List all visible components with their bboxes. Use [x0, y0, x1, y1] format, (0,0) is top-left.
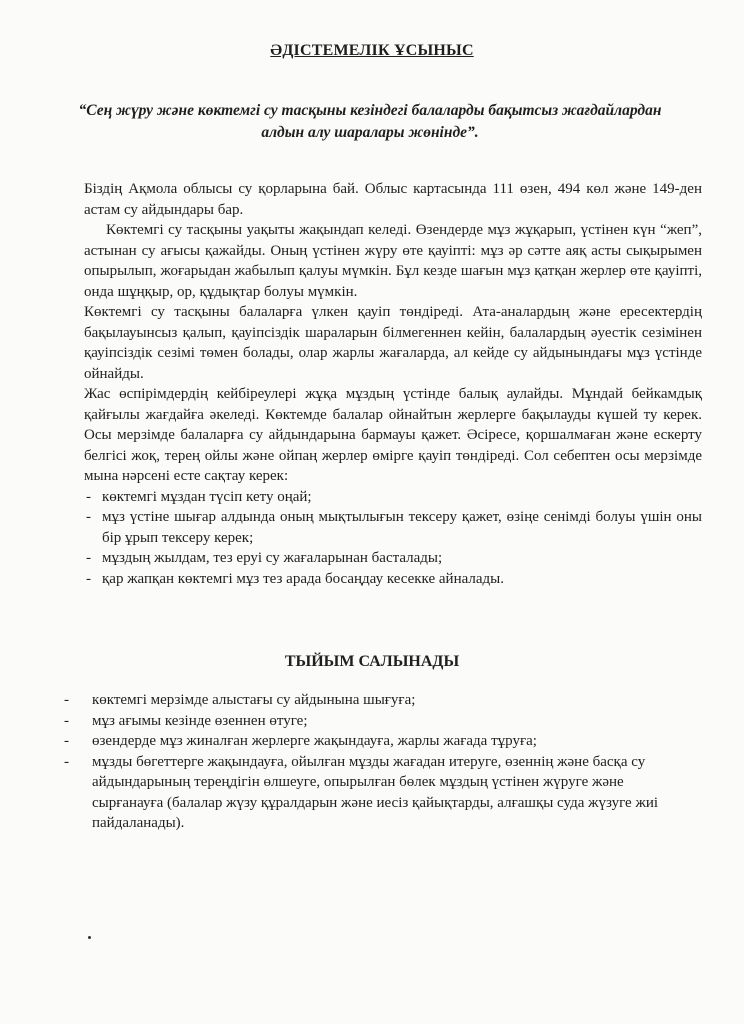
main-text: [84, 179, 702, 589]
list-item: - мұз ағымы кезінде өзеннен өтуге;: [64, 711, 676, 732]
paragraph-flood-time: Көктемгі су тасқыны уақыты жақындап келеді. Өзендерде мұз жұқарып, үстінен күн “жеп”, астынан су ағысы қажайды. Оның үстінен жүру өте қауіпті: мұз әр сәтте аяқ асты сықырымен опырылып, жоғарыдан жабылып қалуы мүмкін. Бұл кезде шағын мұз қатқан жерлер өте қауіпті, онда шұңқыр, ор, құдықтар болуы мүмкін.: [84, 222, 702, 300]
paragraph-teenagers: Жас өспірімдердің кейбіреулері жұқа мұздың үстінде балық аулайды. Мұндай бейкамдық қайғылы жағдайға әкеледі. Көктемде балалар ойнайтын жерлерге бақылауды күшей ту керек. Осы мерзімде балаларға су айдындарына бармауы қажет. Әсіресе, қоршалмаған және ескерту белгісі жоқ, терең ойлы және ойпаң жерлер өмірге қауіп төндіреді. Сол себептен осы мерзімде мына нәрсені есте сақтау керек:: [84, 386, 702, 484]
document-title: ӘДІСТЕМЕЛІК ҰСЫНЫС: [270, 42, 474, 59]
list-item: - көктемгі мерзімде алыстағы су айдынына шығуға;: [64, 690, 676, 711]
document-subtitle: “Сең жүру және көктемгі су тасқыны кезіндегі балаларды бақытсыз жағдайлардан алдын алу шаралары жөнінде”.: [78, 102, 662, 141]
remember-list: [84, 487, 702, 590]
prohibited-heading: ТЫЙЫМ САЛЫНАДЫ: [284, 653, 460, 670]
list-item: - мұзды бөгеттерге жақындауға, ойылған мұзды жағадан итеруге, өзеннің және басқа су айдындарының тереңдігін өлшеуге, опырылған бөлек мұздың үстінен жүруге және сырғанауға (балалар жүзу құралдарын және иесіз қайықтарды, алғашқы суда жүзуге жиі пайдаланады).: [64, 752, 676, 834]
list-item: - көктемгі мұздан түсіп кету оңай;: [84, 487, 702, 508]
prohibited-section: [64, 690, 676, 834]
list-item: - мұз үстіне шығар алдында оның мықтылығын тексеру қажет, өзіңе сенімді болуы үшін оны бір ұрып тексеру керек;: [84, 507, 702, 548]
list-item: - өзендерде мұз жиналған жерлерге жақындауға, жарлы жағада тұруға;: [64, 731, 676, 752]
list-item: - мұздың жылдам, тез еруі су жағаларынан басталады;: [84, 548, 702, 569]
paragraph-danger-children: Көктемгі су тасқыны балаларға үлкен қауіп төндіреді. Ата-аналардың және ересектердің бақылауынсыз қалып, қауіпсіздік шараларын білмегеннен кейін, балалардың әуестік сезімінен қауіпсіздік сезімі төмен болады, олар жарлы жағаларда, ал кейде су айдынындағы мұз үстінде ойнайды.: [84, 304, 702, 382]
scan-speck: [88, 936, 91, 939]
paragraph-intro: Біздің Ақмола облысы су қорларына бай. Облыс картасында 111 өзен, 494 көл және 149-ден астам су айдындары бар.: [84, 181, 702, 218]
list-item: - қар жапқан көктемгі мұз тез арада босаңдау кесекке айналады.: [84, 569, 702, 590]
prohibited-list: [64, 690, 676, 834]
